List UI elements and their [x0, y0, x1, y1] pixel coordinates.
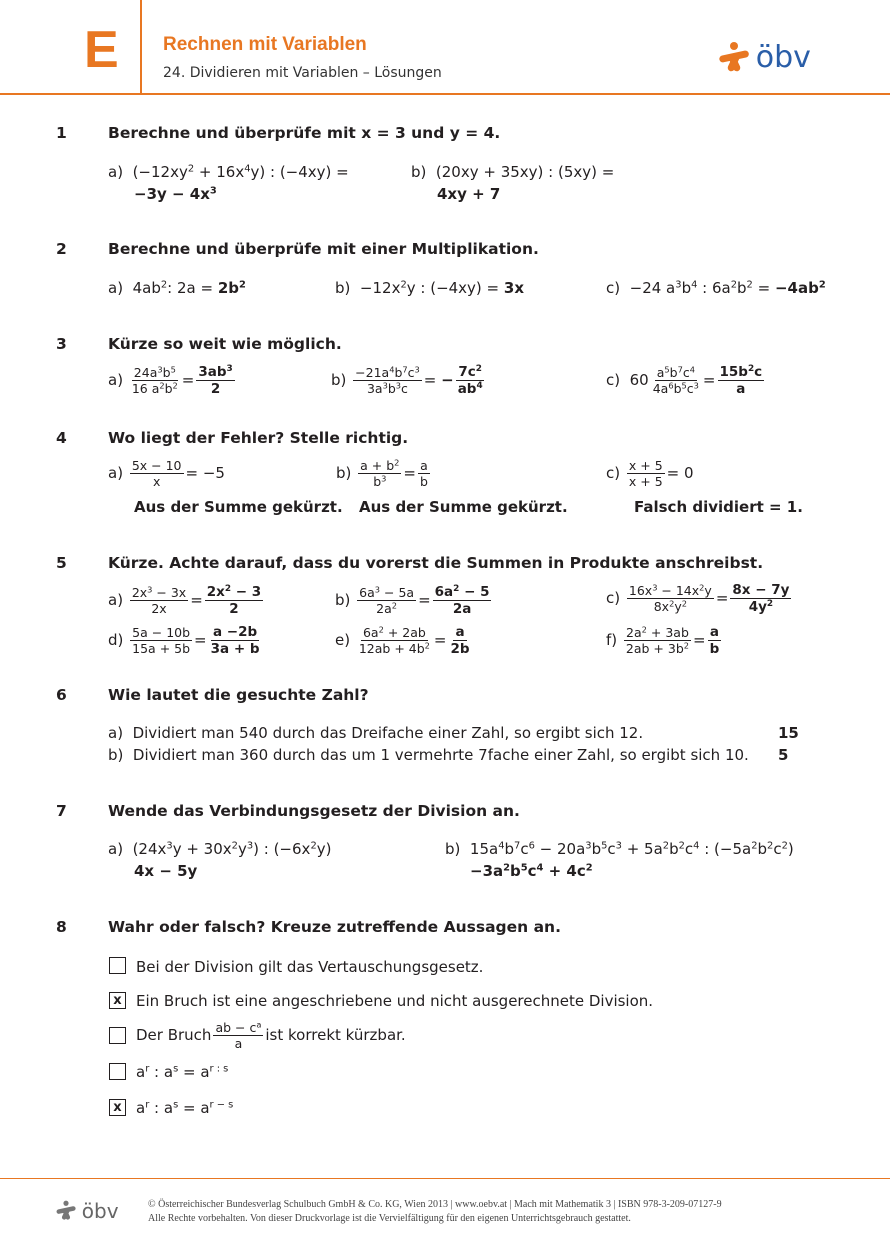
statement-3-pre: Der Bruch — [136, 1026, 212, 1044]
header-divider — [140, 0, 142, 94]
header-rule — [0, 93, 890, 95]
task7-b-answer: $-3a^2b^5c^4 + 4c^2$ — [470, 862, 593, 880]
task4-b-note: Aus der Summe gekürzt. — [359, 498, 568, 516]
task-number: 7 — [56, 802, 67, 820]
statement-3: Der Bruch $\frac{ab - c^a}{a}$ ist korrekt kürzbar. — [136, 1019, 406, 1051]
task6-b-text: Dividiert man 360 durch das um 1 vermehrte 7fache einer Zahl, so ergibt sich 10. — [132, 746, 749, 764]
task7-a-answer: 4x − 5y — [134, 862, 198, 880]
task6-b-answer: 5 — [778, 746, 789, 764]
task7-a: a) $(24x^3y + 30x^2y^3)$ : $(-6x^2y)$ — [108, 840, 332, 858]
task-title: Wahr oder falsch? Kreuze zutreffende Aussagen an. — [108, 918, 561, 936]
task5-a: a) $\frac{2x^3 - 3x}{2x}$ = $\frac{2x^2 - 3}{2}$ — [108, 584, 262, 618]
statement-4: $a^r$ : $a^s = a^{r : s}$ — [136, 1063, 229, 1081]
task1-b: b) (20xy + 35xy) : (5xy) = — [411, 163, 615, 181]
task5-b: b) $\frac{6a^3 - 5a}{2a^2}$ = $\frac{6a^2 - 5}{2a}$ — [335, 584, 490, 618]
task2-a: a) $4ab^2$: $2a = 2b^2$ — [108, 279, 246, 297]
task-title: Kürze. Achte darauf, dass du vorerst die Summen in Produkte anschreibst. — [108, 554, 764, 572]
task-title: Wie lautet die gesuchte Zahl? — [108, 686, 369, 704]
statement-2: Ein Bruch ist eine angeschriebene und nicht ausgerechnete Division. — [136, 992, 654, 1010]
task6-a-text: Dividiert man 540 durch das Dreifache einer Zahl, so ergibt sich 12. — [132, 724, 644, 742]
task5-c: c) $\frac{16x^3 - 14x^2y}{8x^2y^2}$ = $\frac{8x - 7y}{4y^2}$ — [606, 582, 790, 616]
checkbox-statement-4[interactable] — [109, 1063, 126, 1080]
task5-e: e) $\frac{6a^2 + 2ab}{12ab + 4b^2}$ = $\frac{a}{2b}$ — [335, 624, 470, 658]
footer-rule — [0, 1178, 890, 1179]
task-number: 6 — [56, 686, 67, 704]
task4-c-note: Falsch dividiert = 1. — [634, 498, 803, 516]
task-title: Berechne und überprüfe mit x = 3 und y = 4. — [108, 124, 501, 142]
rights-line: Alle Rechte vorbehalten. Von dieser Druckvorlage ist die Vervielfältigung für den eigenen Unterrichtsgebrauch gestattet. — [148, 1213, 631, 1224]
copyright-line: © Österreichischer Bundesverlag Schulbuch GmbH & Co. KG, Wien 2013 | www.oebv.at | Mach mit Mathematik 3 | ISBN 978-3-209-07127-9 — [148, 1199, 722, 1210]
check-mark-icon: x — [113, 1100, 122, 1115]
task-title: Kürze so weit wie möglich. — [108, 335, 342, 353]
task-number: 8 — [56, 918, 67, 936]
statement-1: Bei der Division gilt das Vertauschungsgesetz. — [136, 958, 484, 976]
task1-a-answer: $-3y - 4x^3$ — [134, 185, 217, 203]
task4-a: a) $\frac{5x - 10}{x}$ = −5 — [108, 458, 225, 489]
task-number: 1 — [56, 124, 67, 142]
task1-a: a) $(-12xy^2 + 16x^4y)$ : (−4xy) = — [108, 163, 349, 181]
task-title: Wende das Verbindungsgesetz der Division an. — [108, 802, 520, 820]
logo-text: öbv — [755, 40, 811, 75]
task6-a: a) Dividiert man 540 durch das Dreifache einer Zahl, so ergibt sich 12. — [108, 724, 644, 742]
checkbox-statement-3[interactable] — [109, 1027, 126, 1044]
footer-logo-text: öbv — [81, 1199, 119, 1223]
task3-b: b) $\frac{-21a^4b^7c^3}{3a^3b^3c}$ = − $\frac{7c^2}{ab^4}$ — [331, 364, 483, 398]
task7-b: b) $15a^4b^7c^6 - 20a^3b^5c^3 + 5a^2b^2c^4$ : $(-5a^2b^2c^2)$ — [445, 840, 794, 858]
star-logo-icon — [717, 41, 751, 75]
checkbox-statement-2[interactable] — [109, 992, 126, 1009]
task4-a-note: Aus der Summe gekürzt. — [134, 498, 343, 516]
star-logo-icon — [55, 1200, 77, 1222]
task-number: 5 — [56, 554, 67, 572]
task6-b: b) Dividiert man 360 durch das um 1 vermehrte 7fache einer Zahl, so ergibt sich 10. — [108, 746, 749, 764]
page-subtitle: 24. Dividieren mit Variablen – Lösungen — [163, 65, 442, 81]
check-mark-icon: x — [113, 993, 122, 1008]
task-number: 3 — [56, 335, 67, 353]
statement-5: $a^r$ : $a^s = a^{r - s}$ — [136, 1099, 234, 1117]
task5-f: f) $\frac{2a^2 + 3ab}{2ab + 3b^2}$ = $\frac{a}{b}$ — [606, 624, 720, 658]
task-number: 4 — [56, 429, 67, 447]
task-title: Wo liegt der Fehler? Stelle richtig. — [108, 429, 409, 447]
checkbox-statement-5[interactable] — [109, 1099, 126, 1116]
section-letter: E — [84, 21, 119, 79]
task-number: 2 — [56, 240, 67, 258]
task2-b: $b) -12x^2y$ : (−4xy) = 3x — [335, 279, 525, 297]
page-title: Rechnen mit Variablen — [163, 34, 367, 55]
checkbox-statement-1[interactable] — [109, 957, 126, 974]
task1-b-answer: 4xy + 7 — [437, 185, 501, 203]
task3-c: c) 60 $\frac{a^5b^7c^4}{4a^6b^5c^3}$ = $\frac{15b^2c}{a}$ — [606, 364, 763, 398]
publisher-logo — [717, 40, 811, 75]
task6-a-answer: 15 — [778, 724, 799, 742]
statement-3-post: ist korrekt kürzbar. — [265, 1026, 406, 1044]
task-title: Berechne und überprüfe mit einer Multiplikation. — [108, 240, 539, 258]
task2-c: c) −24 $a^3b^4$ : $6a^2b^2 = -4ab^2$ — [606, 279, 826, 297]
task3-a: a) $\frac{24a^3b^5}{16 a^2b^2}$ = $\frac{3ab^3}{2}$ — [108, 364, 233, 398]
task5-d: d) $\frac{5a - 10b}{15a + 5b}$ = $\frac{a -2b}{3a + b}$ — [108, 624, 260, 658]
task4-b: b) $\frac{a + b^2}{b^3}$ = $\frac{a}{b}$ — [336, 457, 428, 489]
footer-logo — [55, 1199, 119, 1223]
task4-c: c) $\frac{x + 5}{x + 5}$ = 0 — [606, 458, 694, 489]
